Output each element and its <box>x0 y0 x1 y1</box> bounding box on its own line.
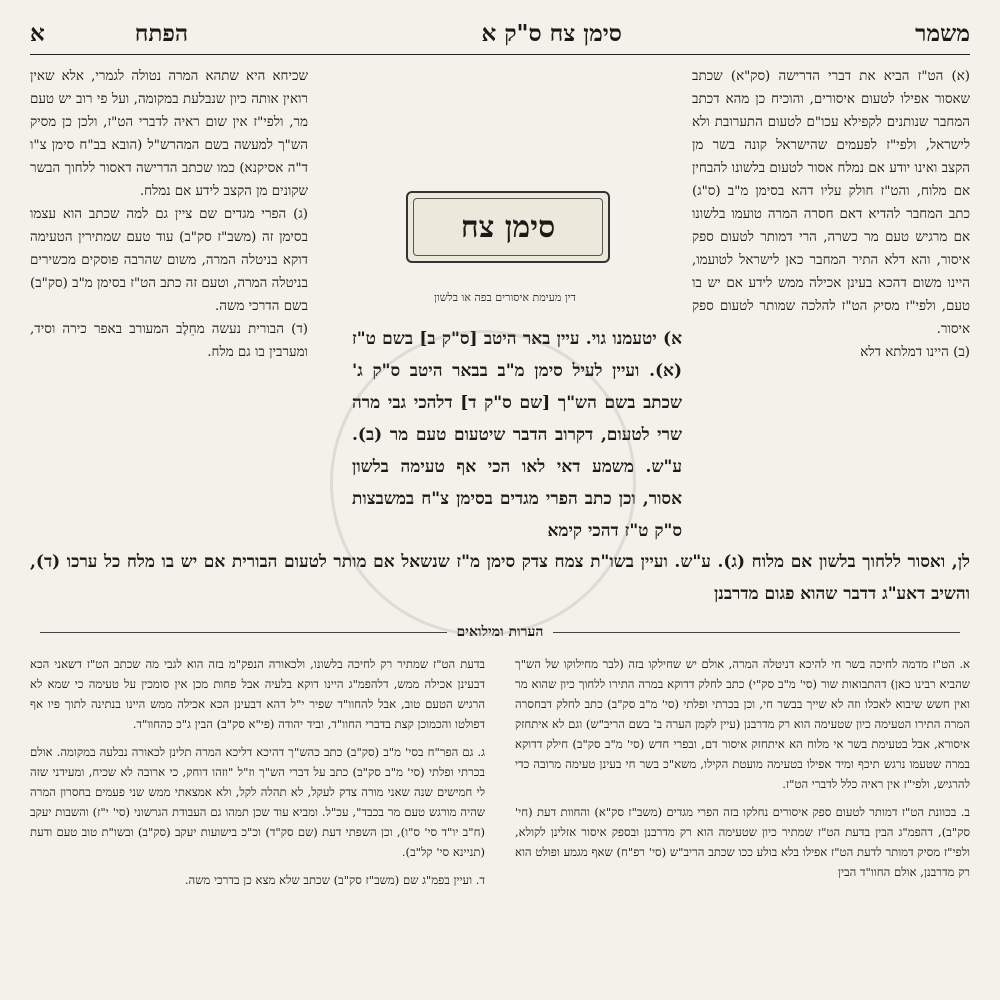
header-book-title: משמר <box>915 19 970 47</box>
note-paragraph: בדעת הט"ז שמתיר רק לחיכה בלשונו, ולכאורה הנפק"מ בזה הוא לגבי מה שכתב הט"ז דשאני הכא דבעינן אכילה ממש, דלהפמ"ג היינו דוקא בלעיה אבל פחות מכן אין סומכין על טעימה כי שמא לא הרגיש הטעם טוב, אבל להחוו"ד שפיר י"ל דהא דבעינן הכא אכילה ממש היינו בנתינה לתוך פיו אף דפולטו והכמוכן קצת בדברי החוו"ד, וביד יהודה (פי"א סק"ב) הבין ג"כ כהחוו"ד. <box>30 657 485 731</box>
notes-section <box>30 654 970 984</box>
notes-right-column <box>515 654 970 890</box>
commentary-paragraph: (ב) היינו דמלתא דלא <box>860 345 970 360</box>
right-commentary-column <box>692 65 970 364</box>
note-paragraph: ב. בכוונת הט"ז דמותר לטעום ספק איסורים נחלקו בזה הפרי מגדים (משב"ז סק"א) והחוות דעת (חי' סק"ב), דהפמ"ג הבין בדעת הט"ז שמתיר כיון שטעימה הוא רק מדרבנן ובספק איסור אזלינן לקולא, ולפי"ז מסיק דמותר לדעת הט"ז אפילו בלא בולע ככו שכתב הריב"ש (סי' רפ"ח) שאף מגמע ופולט הוא רק מדרבנן, אולם החוו"ד הבין <box>515 805 970 879</box>
header-siman-ref: סימן צח ס"ק א <box>481 19 622 47</box>
notes-divider <box>30 622 970 642</box>
page <box>30 14 970 986</box>
header-page-letter: א <box>30 19 45 47</box>
header-section-title: הפתח <box>134 19 189 47</box>
main-text-continuation: לן, ואסור ללחוך בלשון אם מלוח (ג). ע"ש. ועיין בשו"ת צמח צדק סימן מ"ז שנשאל אם מותר לטעום הבורית אם יש בו מלח כל ערכו (ד), והשיב דאע"ג דדבר שהוא פגום מדרבנן <box>30 552 970 604</box>
commentary-paragraph: (ג) הפרי מגדים שם ציין גם למה שכתב הוא עצמו בסימן זה (משב"ז סק"ב) עוד טעם שמתירין הטעימה דוקא בניטלה המרה, משום שהרבה פוסקים מכשירים בניטלה המרה, וטעם זה כתב הט"ז בסימן מ"ב (סק"ב) בשם הדרכי משה. <box>30 207 308 314</box>
note-paragraph: ג. גם הפר"ח בסי' מ"ב (סק"ב) כתב כהש"ך דהיכא דליכא המרה תלינן לכאורה נבלעה במקומה. אולם בכרתי ופלתי (סי' מ"ב סק"ב) כתב על דברי הש"ך וז"ל "וזהו דוחק, כי ארובה לא שכיח, ומעידני שזה לי חמישים שנה שאני מורה צדק לעקל, לא תהלה לקל, ולא אמצאתי ממש שני פעמים בחסרון המרה שהיה מורגש טעם מר בכבד", עכ"ל. ומביא עוד שכן תמהו גם העבודת הגרשוני (סי' י"ז) והשבות יעקב (ח"ב יו"ד סי' ס"ו), וכן השפתי דעת (שם סק"ד) וכ"כ בישועות יעקב (סק"ב) ובשו"ת טוב טעם ודעת (תניינא סי' קל"ב). <box>30 745 485 859</box>
running-header <box>30 14 970 55</box>
notes-section-title: הערות ומילואים <box>456 623 544 640</box>
siman-title: סימן צח <box>460 209 556 245</box>
siman-title-box <box>406 191 610 263</box>
main-columns <box>30 61 970 581</box>
siman-subtitle: דין מעימת איסורים בפה או בלשון <box>434 291 576 304</box>
left-commentary-column <box>30 65 308 364</box>
main-text-paragraph: א) יטעמנו גוי. עיין באר היטב [ס"ק ב] בשם ט"ז (א). ועיין לעיל סימן מ"ב בבאר היטב ס"ק ג' שכתב בשם הש"ך [שם ס"ק ד] דלהכי גבי מרה שרי לטעום, דקרוב הדבר שיטעום טעם מר (ב). ע"ש. משמע דאי לאו הכי אף טעימה בלשון אסור, וכן כתב הפרי מגדים בסימן צ"ח במשבצות ס"ק ט"ז דהכי קימא <box>352 329 683 541</box>
commentary-paragraph: (א) הט"ז הביא את דברי הדרישה (סק"א) שכתב שאסור אפילו לטעום איסורים, והוכיח כן מהא דכתב המחבר שנותנים לקפילא עכו"ם לטעום התערובת ולא לישראל, ולפי"ז לפעמים שהישראל קונה בשר מן הקצב ואינו יודע אם נמלח אסור לטעום בלשונו להבחין אם מלוח, והט"ז חולק עליו דהא בסימן מ"ב (ס"ג) כתב המחבר להדיא דאם חסרה המרה טועמו בלשונו אם מרגיש טעם מר כשרה, הרי דמותר לטעום ספק איסור, והא דלא התיר המחבר כאן לישראל לטועמו, היינו משום דהכא בעינן אכילה ממש לידע אם יש בו טעם, ולפי"ז מסיק הט"ז להלכה שמותר לטעום ספק איסור. <box>692 69 970 337</box>
commentary-paragraph: שכיחא היא שתהא המרה נטולה לגמרי, אלא שאין רואין אותה כיון שנבלעת במקומה, ועל פי רוב יש טעם מר, ולפי"ז אין שום ראיה לדברי הט"ז, ולכן כן מסיק הש"ך למעשה בשם המהרש"ל (הובא בב"ח סימן צ"ו ד"ה אסיקנא) כמו שכתב הדרישה דאסור ללחוך הבשר שקונים מן הקצב לידע אם נמלח. <box>30 69 308 199</box>
header-left-group <box>30 20 188 47</box>
notes-left-column <box>30 654 485 898</box>
commentary-paragraph: (ד) הבורית נעשה מחֵלֶב המעורב באפר כירה וסיד, ומערבין בו גם מלח. <box>30 322 308 360</box>
note-paragraph: ד. ועיין בפמ"ג שם (משב"ז סק"ב) שכתב שלא מצא כן בדרכי משה. <box>184 873 485 887</box>
main-text-column <box>352 323 682 547</box>
note-paragraph: א. הט"ז מדמה לחיכה בשר חי להיכא דניטלה המרה, אולם יש שחילקו בזה (לבר מחילוקו של הש"ך שהביא רבינו כאן) דהתבואות שור (סי' מ"ב סק"י) כתב לחלק דדוקא במרה התירו ללחוך כיון שהוא מר ואין חשש שיבוא לאכלו וזה לא שייך בבשר חי, וכן בכרתי ופלתי (סי' מ"ב סק"ב) כתב לחלק דבחסרה המרה התירו הטעימה כיון שטעימה הוא רק מדרבנן (עיין לקמן הערה ב' בשם הריב"ש) וגם לא איתחזק איסורא, אבל בטעימת בשר אי מלוח הא איתחזק איסור דם, ובפרי חדש (סי' מ"ב סק"ב) חילק דדוקא במרה שטעמו נרגש תיכף ומיד אפילו בטעימה מועטת הקילו, משא"כ בשר חי בעינן טעימה מרובה כדי להרגיש, ולפי"ז אין ראיה כלל לדברי הט"ז. <box>515 657 970 791</box>
